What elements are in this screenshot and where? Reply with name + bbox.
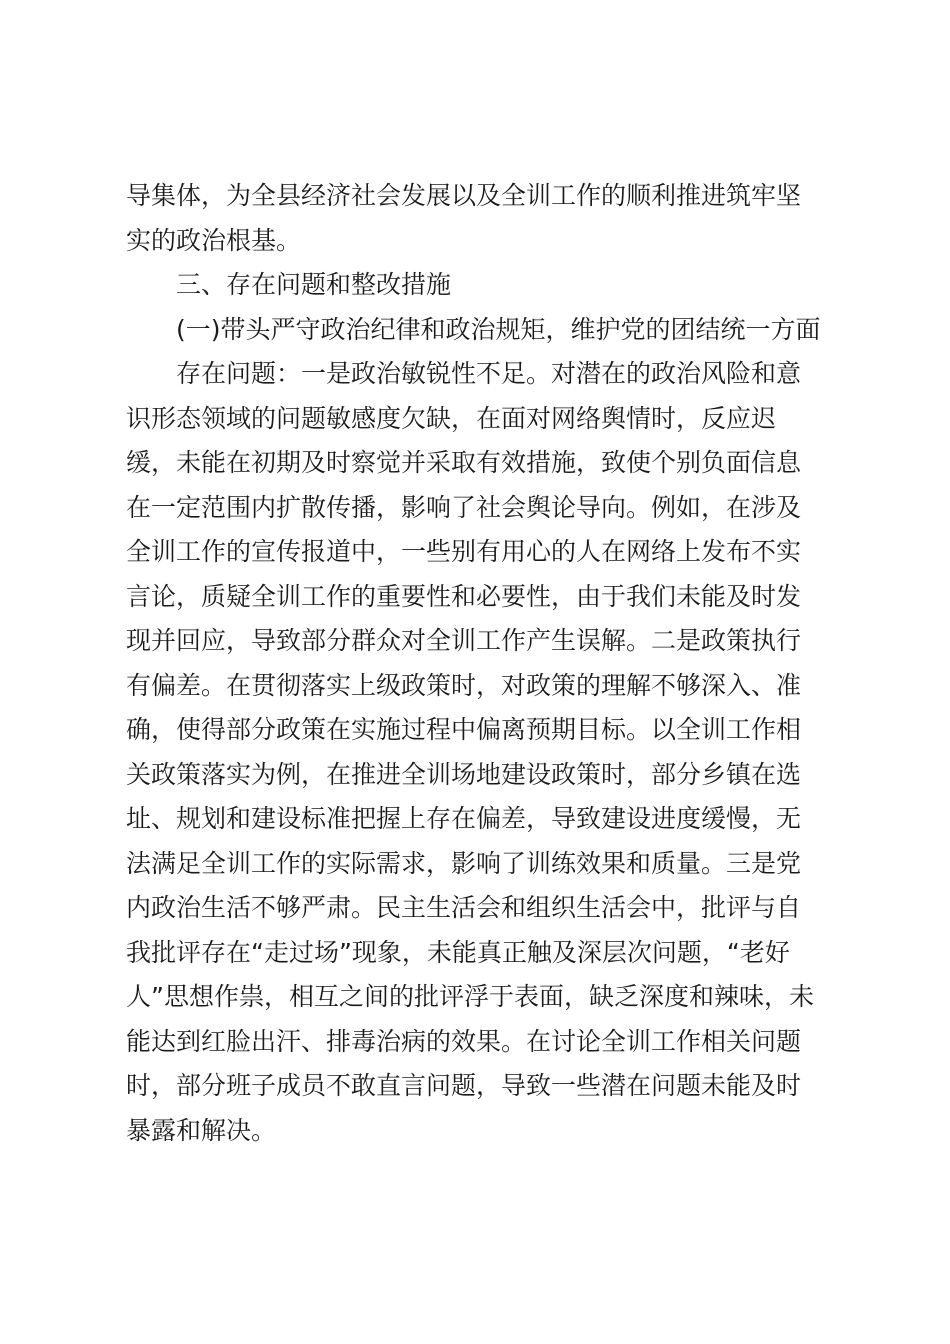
text-line: 缓，未能在初期及时察觉并采取有效措施，致使个别负面信息 xyxy=(126,448,802,477)
text-line: 实的政治根基。 xyxy=(126,225,302,255)
text-line: 存在问题：一是政治敏锐性不足。对潜在的政治风险和意 xyxy=(176,359,802,388)
text-line: (一)带头严守政治纪律和政治规矩，维护党的团结统一方面 xyxy=(176,314,821,344)
text-line: 在一定范围内扩散传播，影响了社会舆论导向。例如，在涉及 xyxy=(126,492,802,522)
text-line: 全训工作的宣传报道中，一些别有用心的人在网络上发布不实 xyxy=(126,537,802,566)
text-line: 能达到红脸出汗、排毒治病的效果。在讨论全训工作相关问题 xyxy=(126,1026,802,1056)
text-line: 人”思想作祟，相互之间的批评浮于表面，缺乏深度和辣味，未 xyxy=(126,982,814,1011)
text-line: 时，部分班子成员不敢直言问题，导致一些潜在问题未能及时 xyxy=(126,1071,802,1100)
text-line: 暴露和解决。 xyxy=(126,1115,277,1145)
text-line: 法满足全训工作的实际需求，影响了训练效果和质量。三是党 xyxy=(126,848,802,878)
text-line: 关政策落实为例，在推进全训场地建设政策时，部分乡镇在选 xyxy=(126,759,802,789)
text-line: 有偏差。在贯彻落实上级政策时，对政策的理解不够深入、准 xyxy=(126,670,802,700)
text-line: 址、规划和建设标准把握上存在偏差，导致建设进度缓慢，无 xyxy=(126,804,802,833)
text-line: 言论，质疑全训工作的重要性和必要性，由于我们未能及时发 xyxy=(126,581,802,611)
text-line: 识形态领域的问题敏感度欠缺，在面对网络舆情时，反应迟 xyxy=(126,403,777,433)
text-line: 三、存在问题和整改措施 xyxy=(176,270,452,299)
text-line: 我批评存在“走过场”现象，未能真正触及深层次问题，“老好 xyxy=(126,937,790,967)
text-line: 现并回应，导致部分群众对全训工作产生误解。二是政策执行 xyxy=(126,626,802,655)
text-line: 内政治生活不够严肃。民主生活会和组织生活会中，批评与自 xyxy=(126,893,802,922)
text-line: 确，使得部分政策在实施过程中偏离预期目标。以全训工作相 xyxy=(126,715,802,744)
text-line: 导集体，为全县经济社会发展以及全训工作的顺利推进筑牢坚 xyxy=(126,181,802,210)
body-text xyxy=(126,174,824,1153)
